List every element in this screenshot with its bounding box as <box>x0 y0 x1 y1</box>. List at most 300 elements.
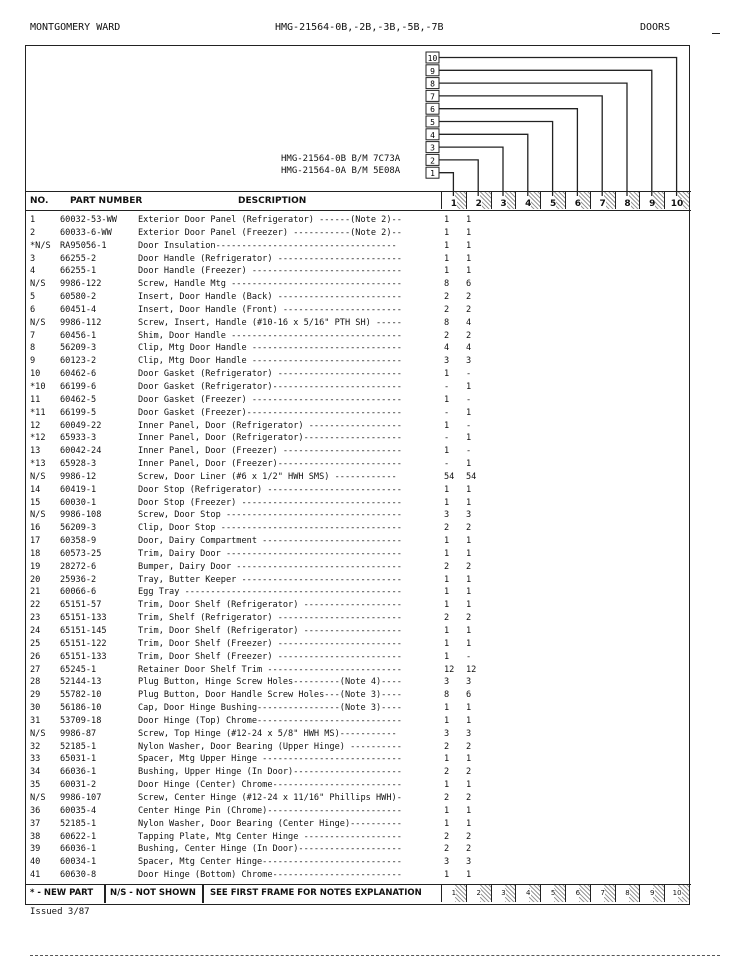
qty-model-1: 1 <box>444 600 450 611</box>
model-grid-number: 1 <box>451 889 457 897</box>
item-number: 20 <box>30 574 41 585</box>
part-description: Bushing, Center Hinge (In Door)-------------------- <box>138 844 402 855</box>
qty-model-2: 4 <box>466 343 472 354</box>
part-description: Door Hinge (Bottom) Chrome------------------------- <box>138 870 402 881</box>
part-description: Insert, Door Handle (Back) ------------------------ <box>138 292 402 303</box>
part-number: 53709-18 <box>60 715 102 726</box>
part-number: RA95056-1 <box>60 240 107 251</box>
qty-model-2: 1 <box>466 548 472 559</box>
part-description: Clip, Mtg Door Handle ----------------------------- <box>138 343 402 354</box>
table-row <box>26 291 691 304</box>
item-number: 37 <box>30 818 41 829</box>
part-description: Cap, Door Hinge Bushing----------------(Note 3)---- <box>138 703 402 714</box>
model-grid <box>441 885 689 902</box>
part-description: Trim, Door Shelf (Refrigerator) ------------------- <box>138 600 402 611</box>
qty-model-2: 2 <box>466 330 472 341</box>
part-number: 56209-3 <box>60 343 97 354</box>
qty-model-2: 1 <box>466 407 472 418</box>
part-description: Door Insulation----------------------------------- <box>138 240 397 251</box>
part-description: Trim, Door Shelf (Refrigerator) ------------------- <box>138 626 402 636</box>
item-number: 14 <box>30 484 41 495</box>
qty-model-1: - <box>444 433 450 444</box>
section-label: DOORS <box>640 22 671 33</box>
qty-model-2: 1 <box>466 626 472 636</box>
item-number: 25 <box>30 638 41 649</box>
model-grid-number: 5 <box>550 889 556 897</box>
qty-model-1: 1 <box>444 574 450 585</box>
table-row <box>26 728 691 741</box>
page-header <box>0 22 750 42</box>
table-row <box>26 381 691 394</box>
table-row <box>26 368 691 381</box>
table-row <box>26 407 691 420</box>
model-grid-number: 5 <box>549 199 557 209</box>
item-number: 24 <box>30 626 41 636</box>
item-number: *13 <box>30 459 46 470</box>
table-row <box>26 509 691 522</box>
qty-model-1: 1 <box>444 870 450 881</box>
part-description: Door Hinge (Center) Chrome------------------------- <box>138 780 402 791</box>
table-row <box>26 741 691 754</box>
qty-model-1: 2 <box>444 613 450 624</box>
part-number: 60034-1 <box>60 857 97 868</box>
part-description: Trim, Door Shelf (Freezer) ------------------------ <box>138 638 402 649</box>
item-number: 18 <box>30 548 41 559</box>
qty-model-2: 3 <box>466 677 472 688</box>
part-description: Trim, Dairy Door ---------------------------------- <box>138 548 402 559</box>
table-row <box>26 240 691 253</box>
qty-model-2: 2 <box>466 561 472 572</box>
table-row <box>26 445 691 458</box>
part-number: 9986-12 <box>60 471 97 482</box>
item-number: 39 <box>30 844 41 855</box>
table-row <box>26 304 691 317</box>
part-description: Spacer, Mtg Upper Hinge --------------------------- <box>138 754 402 765</box>
model-grid-number: 7 <box>599 199 606 209</box>
callout-4 <box>426 129 528 196</box>
model-grid-number: 2 <box>475 199 482 209</box>
table-row <box>26 278 691 291</box>
part-description: Screw, Door Stop ---------------------------------- <box>138 510 402 521</box>
qty-model-1: - <box>444 459 450 470</box>
part-description: Door Hinge (Top) Chrome---------------------------- <box>138 715 402 726</box>
part-description: Inner Panel, Door (Refrigerator)------------------- <box>138 433 402 444</box>
part-description: Spacer, Mtg Center Hinge--------------------------- <box>138 857 402 868</box>
part-number: 52185-1 <box>60 818 97 829</box>
callout-number: 4 <box>430 130 435 140</box>
table-row <box>26 676 691 689</box>
table-row <box>26 214 691 227</box>
qty-model-1: 1 <box>444 240 450 251</box>
qty-model-2: 1 <box>466 818 472 829</box>
part-description: Screw, Insert, Handle (#10-16 x 5/16" PTH SH) ----- <box>138 317 402 328</box>
part-number: 9986-112 <box>60 317 102 328</box>
qty-model-2: 1 <box>466 754 472 765</box>
table-row <box>26 394 691 407</box>
model-grid-number: 9 <box>650 889 655 897</box>
table-row <box>26 458 691 471</box>
qty-model-2: 6 <box>466 279 472 290</box>
table-row <box>26 355 691 368</box>
qty-model-1: 1 <box>444 446 450 457</box>
item-number: 1 <box>30 215 36 225</box>
item-number: 36 <box>30 805 41 816</box>
qty-model-2: - <box>466 369 472 380</box>
qty-model-1: 2 <box>444 330 450 341</box>
item-number: 29 <box>30 690 41 701</box>
qty-model-2: 1 <box>466 497 472 508</box>
part-number: 66036-1 <box>60 767 97 778</box>
part-description: Plug Button, Door Handle Screw Holes---(Note 3)---- <box>138 690 402 701</box>
qty-model-2: 1 <box>466 600 472 611</box>
item-number: N/S <box>30 792 46 803</box>
qty-model-1: 1 <box>444 484 450 495</box>
part-description: Plug Button, Hinge Screw Holes---------(Note 4)---- <box>138 677 402 688</box>
part-number: 60066-6 <box>60 587 97 598</box>
model-grid-cell <box>491 192 516 209</box>
item-number: 35 <box>30 780 41 791</box>
qty-model-1: 1 <box>444 394 450 405</box>
qty-model-1: 3 <box>444 857 450 868</box>
item-number: 9 <box>30 356 36 367</box>
qty-model-1: 1 <box>444 715 450 726</box>
part-description: Screw, Door Liner (#6 x 1/2" HWH SMS) ------------ <box>138 471 397 482</box>
parts-list <box>26 214 691 882</box>
table-row <box>26 497 691 510</box>
table-row <box>26 766 691 779</box>
qty-model-2: 1 <box>466 638 472 649</box>
model-grid-number: 10 <box>672 889 682 897</box>
item-number: 3 <box>30 253 36 264</box>
table-row <box>26 869 691 882</box>
part-number: 60042-24 <box>60 446 102 457</box>
qty-model-2: 1 <box>466 240 472 251</box>
qty-model-2: 6 <box>466 690 472 701</box>
model-grid-number: 6 <box>575 889 581 897</box>
qty-model-1: 2 <box>444 792 450 803</box>
item-number: 41 <box>30 870 41 881</box>
callout-5 <box>426 116 553 196</box>
callout-number: 10 <box>427 54 438 63</box>
table-row <box>26 625 691 638</box>
model-grid-number: 9 <box>649 199 656 209</box>
qty-model-1: 1 <box>444 638 450 649</box>
part-description: Inner Panel, Door (Refrigerator) ------------------ <box>138 420 402 431</box>
qty-model-1: 1 <box>444 369 450 380</box>
part-number: 65151-122 <box>60 638 107 649</box>
callout-9 <box>426 65 652 196</box>
qty-model-1: 1 <box>444 703 450 714</box>
part-description: Bumper, Dairy Door -------------------------------- <box>138 561 402 572</box>
qty-model-1: 8 <box>444 317 450 328</box>
qty-model-1: 1 <box>444 651 450 662</box>
legend-new-part: * - NEW PART <box>30 888 94 898</box>
table-row <box>26 856 691 869</box>
qty-model-2: 1 <box>466 381 472 392</box>
qty-model-1: 1 <box>444 818 450 829</box>
table-row <box>26 574 691 587</box>
part-description: Tray, Butter Keeper ------------------------------- <box>138 574 402 585</box>
table-row <box>26 432 691 445</box>
part-description: Screw, Center Hinge (#12-24 x 11/16" Phillips HWH)- <box>138 792 402 803</box>
part-number: 65928-3 <box>60 459 97 470</box>
item-number: 15 <box>30 497 41 508</box>
qty-model-1: 2 <box>444 292 450 303</box>
part-description: Exterior Door Panel (Refrigerator) ------(Note 2)-- <box>138 215 402 225</box>
callout-number: 2 <box>430 156 435 166</box>
part-number: 25936-2 <box>60 574 97 585</box>
part-number: 60462-6 <box>60 369 97 380</box>
qty-model-1: 1 <box>444 754 450 765</box>
model-grid-cell <box>590 885 615 902</box>
issued-date: Issued 3/87 <box>30 907 90 917</box>
part-number: 9986-107 <box>60 792 102 803</box>
legend-divider <box>104 885 106 903</box>
callout-6 <box>426 103 577 196</box>
part-description: Exterior Door Panel (Freezer) -----------(Note 2)-- <box>138 227 402 238</box>
qty-model-2: - <box>466 394 472 405</box>
qty-model-1: 54 <box>444 471 455 482</box>
part-number: 60358-9 <box>60 536 97 547</box>
table-row <box>26 330 691 343</box>
table-row <box>26 689 691 702</box>
qty-model-2: 3 <box>466 356 472 367</box>
table-row <box>26 227 691 240</box>
qty-model-2: - <box>466 446 472 457</box>
model-grid-cell <box>515 192 540 209</box>
part-number: 66036-1 <box>60 844 97 855</box>
part-number: 28272-6 <box>60 561 97 572</box>
table-row <box>26 638 691 651</box>
part-description: Door Stop (Freezer) ------------------------------- <box>138 497 402 508</box>
item-number: 38 <box>30 831 41 842</box>
item-number: 30 <box>30 703 41 714</box>
part-number: 65151-57 <box>60 600 102 611</box>
qty-model-2: 12 <box>466 664 477 675</box>
model-grid-cell <box>565 885 590 902</box>
model-grid-cell <box>639 885 664 902</box>
model-grid-cell <box>466 885 491 902</box>
qty-model-2: 1 <box>466 253 472 264</box>
legend-bar <box>26 884 691 904</box>
qty-model-2: 2 <box>466 523 472 534</box>
table-row <box>26 612 691 625</box>
qty-model-1: 1 <box>444 227 450 238</box>
callout-number: 8 <box>430 79 435 89</box>
part-number: 60035-4 <box>60 805 97 816</box>
item-number: 7 <box>30 330 36 341</box>
item-number: N/S <box>30 279 46 290</box>
part-number: 60033-6-WW <box>60 227 112 238</box>
part-number: 56186-10 <box>60 703 102 714</box>
model-grid-cell <box>615 192 640 209</box>
qty-model-2: 2 <box>466 792 472 803</box>
qty-model-1: 3 <box>444 677 450 688</box>
item-number: 32 <box>30 741 41 752</box>
model-grid-cell <box>441 885 466 902</box>
table-row <box>26 586 691 599</box>
callout-7 <box>426 90 602 196</box>
qty-model-1: 1 <box>444 266 450 277</box>
qty-model-1: - <box>444 407 450 418</box>
table-row <box>26 805 691 818</box>
qty-model-1: 1 <box>444 497 450 508</box>
bm-label-2: HMG-21564-0A B/M 5E08A <box>281 166 401 176</box>
part-number: 65245-1 <box>60 664 97 675</box>
item-number: 26 <box>30 651 41 662</box>
part-description: Center Hinge Pin (Chrome)-------------------------- <box>138 805 402 816</box>
item-number: N/S <box>30 510 46 521</box>
model-grid-cell <box>491 885 516 902</box>
col-no: NO. <box>30 196 49 206</box>
table-row <box>26 664 691 677</box>
item-number: *N/S <box>30 240 51 251</box>
col-desc: DESCRIPTION <box>238 196 307 206</box>
qty-model-1: 2 <box>444 831 450 842</box>
qty-model-1: 3 <box>444 728 450 739</box>
item-number: 34 <box>30 767 41 778</box>
model-grid-number: 1 <box>450 199 458 209</box>
qty-model-2: 1 <box>466 484 472 495</box>
item-number: N/S <box>30 317 46 328</box>
part-number: 60030-1 <box>60 497 97 508</box>
item-number: *11 <box>30 407 46 418</box>
qty-model-1: 1 <box>444 626 450 636</box>
part-description: Nylon Washer, Door Bearing (Upper Hinge) ---------- <box>138 741 402 752</box>
part-number: 66255-2 <box>60 253 97 264</box>
part-number: 60573-25 <box>60 548 102 559</box>
model-grid-cell <box>515 885 540 902</box>
qty-model-2: 2 <box>466 844 472 855</box>
legend-not-shown: N/S - NOT SHOWN <box>110 888 196 898</box>
qty-model-1: 3 <box>444 510 450 521</box>
part-number: 60462-5 <box>60 394 97 405</box>
model-label: HMG-21564-0B,-2B,-3B,-5B,-7B <box>275 22 444 33</box>
item-number: *12 <box>30 433 46 444</box>
qty-model-2: - <box>466 420 472 431</box>
part-number: 65933-3 <box>60 433 97 444</box>
table-row <box>26 317 691 330</box>
part-number: 9986-87 <box>60 728 97 739</box>
part-description: Door Gasket (Refrigerator) ------------------------ <box>138 369 402 380</box>
table-row <box>26 420 691 433</box>
qty-model-2: 1 <box>466 433 472 444</box>
model-grid-number: 4 <box>525 199 532 209</box>
model-grid-number: 4 <box>526 889 531 897</box>
qty-model-1: 4 <box>444 343 450 354</box>
part-description: Insert, Door Handle (Front) ----------------------- <box>138 304 402 315</box>
qty-model-1: 2 <box>444 523 450 534</box>
qty-model-1: 2 <box>444 304 450 315</box>
part-number: 60049-22 <box>60 420 102 431</box>
table-row <box>26 651 691 664</box>
table-row <box>26 342 691 355</box>
item-number: 31 <box>30 715 41 726</box>
col-part: PART NUMBER <box>70 196 143 206</box>
qty-model-1: 1 <box>444 587 450 598</box>
qty-model-2: 4 <box>466 317 472 328</box>
qty-model-1: 1 <box>444 805 450 816</box>
table-row <box>26 471 691 484</box>
qty-model-2: 1 <box>466 459 472 470</box>
part-description: Door Handle (Refrigerator) ------------------------ <box>138 253 402 264</box>
item-number: N/S <box>30 728 46 739</box>
part-description: Screw, Handle Mtg --------------------------------- <box>138 279 402 290</box>
model-grid-cell <box>664 885 689 902</box>
item-number: 12 <box>30 420 41 431</box>
part-number: 9986-122 <box>60 279 102 290</box>
item-number: 2 <box>30 227 36 238</box>
table-row <box>26 561 691 574</box>
model-grid-number: 3 <box>501 889 506 897</box>
table-row <box>26 599 691 612</box>
qty-model-2: 1 <box>466 715 472 726</box>
qty-model-1: 8 <box>444 690 450 701</box>
model-grid-number: 7 <box>600 889 605 897</box>
part-description: Door Gasket (Freezer)------------------------------ <box>138 407 402 418</box>
part-number: 52144-13 <box>60 677 102 688</box>
brand-label: MONTGOMERY WARD <box>30 22 121 33</box>
part-number: 65151-145 <box>60 626 107 636</box>
item-number: 40 <box>30 857 41 868</box>
qty-model-2: 1 <box>466 227 472 238</box>
qty-model-2: 3 <box>466 857 472 868</box>
qty-model-2: 1 <box>466 780 472 791</box>
table-row <box>26 253 691 266</box>
bm-label-1: HMG-21564-0B B/M 7C73A <box>281 154 401 164</box>
part-number: 52185-1 <box>60 741 97 752</box>
model-grid-cell <box>639 192 664 209</box>
item-number: *10 <box>30 381 46 392</box>
part-description: Tapping Plate, Mtg Center Hinge ------------------- <box>138 831 402 842</box>
qty-model-2: 54 <box>466 471 477 482</box>
part-number: 66199-5 <box>60 407 97 418</box>
item-number: 17 <box>30 536 41 547</box>
item-number: 27 <box>30 664 41 675</box>
part-number: 60580-2 <box>60 292 97 303</box>
part-description: Door, Dairy Compartment --------------------------- <box>138 536 402 547</box>
model-grid-cell <box>565 192 590 209</box>
model-grid-number: 3 <box>500 199 507 209</box>
qty-model-2: 3 <box>466 510 472 521</box>
item-number: 10 <box>30 369 41 380</box>
qty-model-2: 2 <box>466 292 472 303</box>
qty-model-2: 1 <box>466 870 472 881</box>
item-number: 5 <box>30 292 36 303</box>
model-grid-cell <box>615 885 640 902</box>
part-number: 66199-6 <box>60 381 97 392</box>
qty-model-2: 1 <box>466 266 472 277</box>
item-number: 23 <box>30 613 41 624</box>
model-grid-number: 2 <box>476 889 481 897</box>
callout-number: 5 <box>430 118 435 127</box>
qty-model-2: 2 <box>466 304 472 315</box>
part-number: 60419-1 <box>60 484 97 495</box>
part-description: Trim, Shelf (Refrigerator) ------------------------ <box>138 613 402 624</box>
margin-tick <box>712 33 720 34</box>
qty-model-2: 1 <box>466 574 472 585</box>
item-number: 13 <box>30 446 41 457</box>
qty-model-1: 2 <box>444 767 450 778</box>
model-grid-cell <box>441 192 466 209</box>
part-description: Door Handle (Freezer) ----------------------------- <box>138 266 402 277</box>
qty-model-1: 8 <box>444 279 450 290</box>
qty-model-2: 1 <box>466 536 472 547</box>
model-grid-cell <box>540 885 565 902</box>
qty-model-2: 2 <box>466 767 472 778</box>
callout-number: 9 <box>430 66 435 76</box>
part-description: Door Stop (Refrigerator) -------------------------- <box>138 484 402 495</box>
